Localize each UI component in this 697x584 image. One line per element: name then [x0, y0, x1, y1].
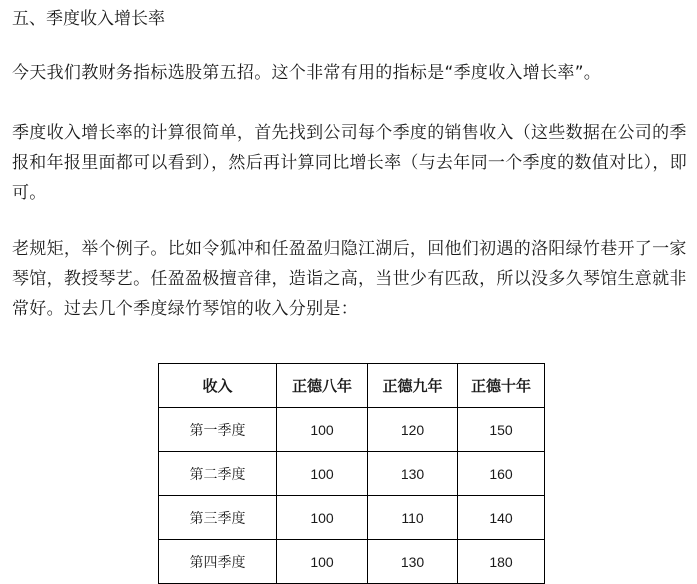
- revenue-table: [158, 363, 545, 584]
- row-label-cell: 第二季度: [159, 452, 277, 496]
- value-cell: 130: [368, 540, 458, 584]
- header-cell-year: 正德九年: [368, 364, 458, 408]
- method-paragraph: 季度收入增长率的计算很简单，首先找到公司每个季度的销售收入（这些数据在公司的季报和年报里面都可以看到），然后再计算同比增长率（与去年同一个季度的数值对比），即可。: [12, 123, 687, 203]
- table-row: [159, 408, 545, 452]
- row-label-cell: 第四季度: [159, 540, 277, 584]
- row-label-cell: 第三季度: [159, 496, 277, 540]
- value-cell: 100: [277, 496, 368, 540]
- intro-paragraph: 今天我们教财务指标选股第五招。这个非常有用的指标是“季度收入增长率”。: [12, 63, 602, 83]
- value-cell: 130: [368, 452, 458, 496]
- value-cell: 180: [458, 540, 545, 584]
- value-cell: 100: [277, 540, 368, 584]
- value-cell: 120: [368, 408, 458, 452]
- section-title: 五、季度收入增长率: [12, 9, 165, 29]
- table-header-row: [159, 364, 545, 408]
- table-row: [159, 452, 545, 496]
- value-cell: 100: [277, 452, 368, 496]
- value-cell: 160: [458, 452, 545, 496]
- header-cell-year: 正德八年: [277, 364, 368, 408]
- header-cell-label: 收入: [159, 364, 277, 408]
- value-cell: 150: [458, 408, 545, 452]
- table-row: [159, 540, 545, 584]
- header-cell-year: 正德十年: [458, 364, 545, 408]
- table-row: [159, 496, 545, 540]
- value-cell: 100: [277, 408, 368, 452]
- value-cell: 110: [368, 496, 458, 540]
- row-label-cell: 第一季度: [159, 408, 277, 452]
- value-cell: 140: [458, 496, 545, 540]
- example-paragraph: 老规矩，举个例子。比如令狐冲和任盈盈归隐江湖后，回他们初遇的洛阳绿竹巷开了一家琴馆，教授琴艺。任盈盈极擅音律，造诣之高，当世少有匹敌，所以没多久琴馆生意就非常好。过去几个季度绿竹琴馆的收入分别是：: [12, 239, 687, 319]
